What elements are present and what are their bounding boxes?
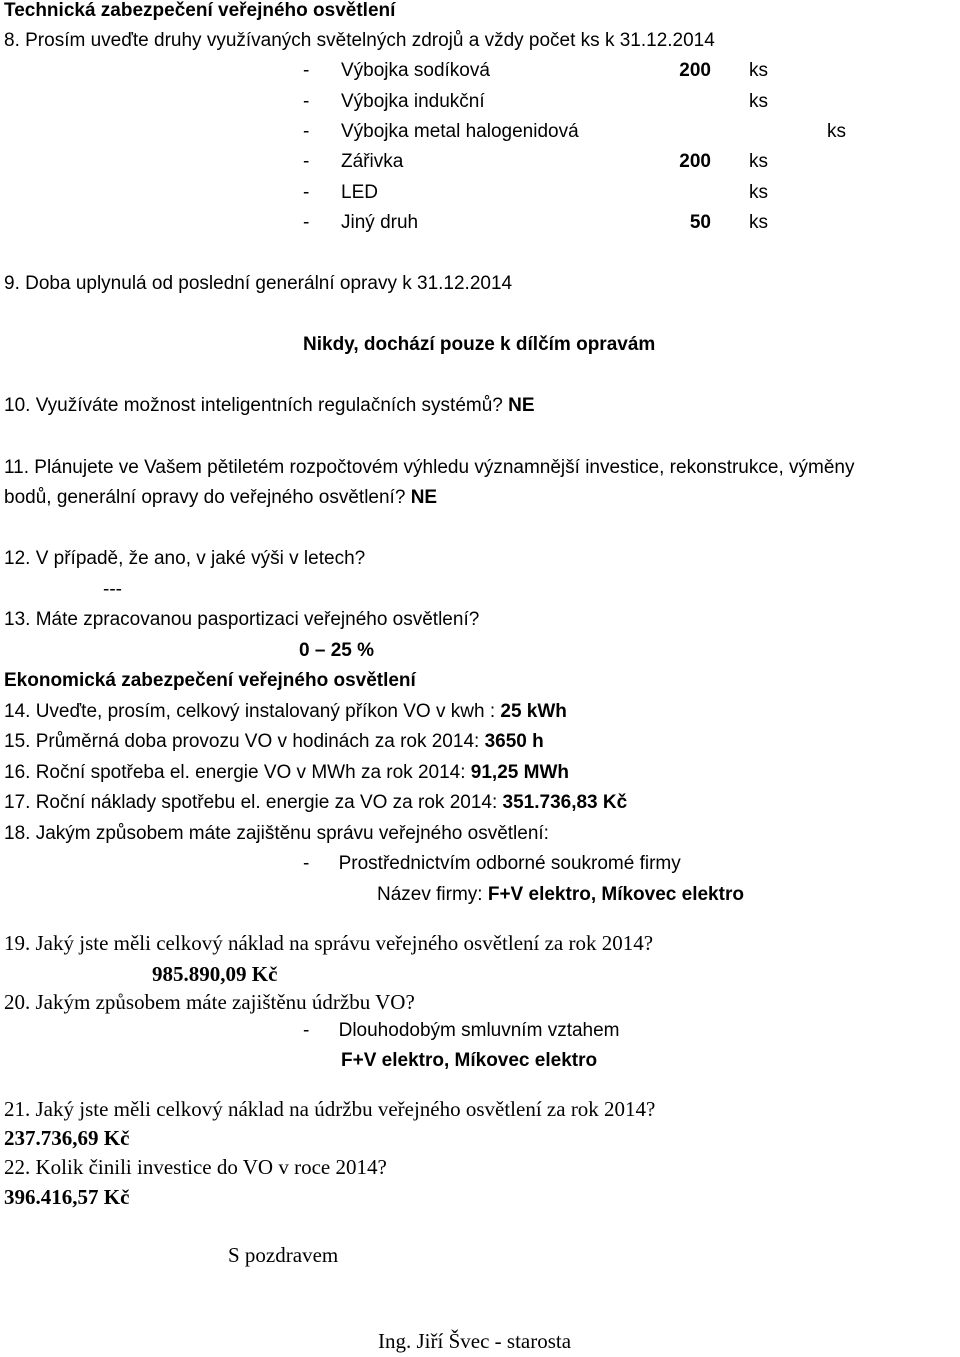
question-11-text: bodů, generální opravy do veřejného osvětlení?: [4, 487, 406, 508]
closing: S pozdravem: [228, 1243, 339, 1267]
answer-15: 3650 h: [484, 731, 544, 752]
list-dash: -: [303, 853, 310, 874]
item-name: Výbojka sodíková: [341, 60, 490, 81]
answer-12: ---: [103, 579, 122, 600]
item-unit: ks: [749, 91, 768, 112]
signature: Ing. Jiří Švec - starosta: [378, 1329, 572, 1353]
question-18: 18. Jakým způsobem máte zajištěnu správu veřejného osvětlení:: [4, 823, 549, 844]
list-item: [303, 182, 863, 206]
question-8: 8. Prosím uveďte druhy využívaných světelných zdrojů a vždy počet ks k 31.12.2014: [4, 30, 715, 51]
answer-21: 237.736,69 Kč: [4, 1126, 130, 1150]
item-unit: ks: [827, 121, 846, 142]
item-name: LED: [341, 182, 378, 203]
item-name: Jiný druh: [341, 212, 419, 233]
list-dash: -: [303, 212, 310, 233]
list-item: [303, 151, 863, 175]
question-17-text: 17. Roční náklady spotřebu el. energie za VO za rok 2014:: [4, 792, 498, 813]
question-22: 22. Kolik činili investice do VO v roce 2014?: [4, 1155, 387, 1179]
answer-14: 25 kWh: [500, 701, 567, 722]
question-19: 19. Jaký jste měli celkový náklad na správu veřejného osvětlení za rok 2014?: [4, 931, 654, 955]
list-dash: -: [303, 1020, 310, 1041]
answer-10: NE: [508, 395, 535, 416]
list-dash: -: [303, 151, 310, 172]
option-18: [303, 853, 681, 876]
question-10: [4, 395, 535, 418]
list-dash: -: [303, 91, 310, 112]
question-10-text: 10. Využíváte možnost inteligentních regulačních systémů?: [4, 395, 503, 416]
answer-19: 985.890,09 Kč: [152, 962, 278, 986]
answer-16: 91,25 MWh: [470, 762, 569, 783]
list-dash: -: [303, 60, 310, 81]
firm-value: F+V elektro, Míkovec elektro: [487, 884, 744, 905]
answer-22: 396.416,57 Kč: [4, 1185, 130, 1209]
option-20: [303, 1020, 620, 1043]
question-21: 21. Jaký jste měli celkový náklad na údržbu veřejného osvětlení za rok 2014?: [4, 1097, 656, 1121]
question-14-text: 14. Uveďte, prosím, celkový instalovaný příkon VO v kwh :: [4, 701, 496, 722]
list-item: [303, 91, 863, 115]
heading-technical: Technická zabezpečení veřejného osvětlení: [4, 0, 396, 21]
question-12: 12. V případě, že ano, v jaké výši v letech?: [4, 548, 366, 569]
item-unit: ks: [749, 182, 768, 203]
answer-11: NE: [410, 487, 438, 508]
item-count: 50: [689, 212, 711, 233]
list-item: [303, 212, 863, 236]
item-unit: ks: [749, 60, 768, 81]
answer-9: Nikdy, dochází pouze k dílčím opravám: [303, 334, 656, 355]
option-20-text: Dlouhodobým smluvním vztahem: [338, 1020, 620, 1041]
item-name: Výbojka indukční: [341, 91, 485, 112]
question-11-line1: 11. Plánujete ve Vašem pětiletém rozpočtovém výhledu významnější investice, rekonstrukce, výměny: [4, 457, 855, 478]
firm-18: [377, 884, 744, 907]
question-16: [4, 762, 569, 785]
firm-label: Název firmy:: [377, 884, 483, 905]
list-dash: -: [303, 121, 310, 142]
item-name: Výbojka metal halogenidová: [341, 121, 579, 142]
question-16-text: 16. Roční spotřeba el. energie VO v MWh za rok 2014:: [4, 762, 466, 783]
question-11-line2: [4, 487, 437, 510]
item-unit: ks: [749, 151, 768, 172]
answer-13: 0 – 25 %: [299, 640, 374, 661]
firm-20: F+V elektro, Míkovec elektro: [341, 1050, 598, 1071]
option-18-text: Prostřednictvím odborné soukromé firmy: [338, 853, 681, 874]
answer-17: 351.736,83 Kč: [502, 792, 628, 813]
list-item: [303, 121, 863, 145]
question-15-text: 15. Průměrná doba provozu VO v hodinách za rok 2014:: [4, 731, 480, 752]
question-13: 13. Máte zpracovanou pasportizaci veřejného osvětlení?: [4, 609, 480, 630]
question-15: [4, 731, 544, 754]
list-dash: -: [303, 182, 310, 203]
question-14: [4, 701, 567, 724]
list-item: [303, 60, 863, 84]
heading-economic: Ekonomická zabezpečení veřejného osvětlení: [4, 670, 416, 691]
item-unit: ks: [749, 212, 768, 233]
item-count: 200: [679, 60, 711, 81]
question-17: [4, 792, 627, 815]
question-9: 9. Doba uplynulá od poslední generální opravy k 31.12.2014: [4, 273, 513, 294]
item-count: 200: [679, 151, 711, 172]
item-name: Zářivka: [341, 151, 404, 172]
question-20: 20. Jakým způsobem máte zajištěnu údržbu VO?: [4, 990, 415, 1014]
